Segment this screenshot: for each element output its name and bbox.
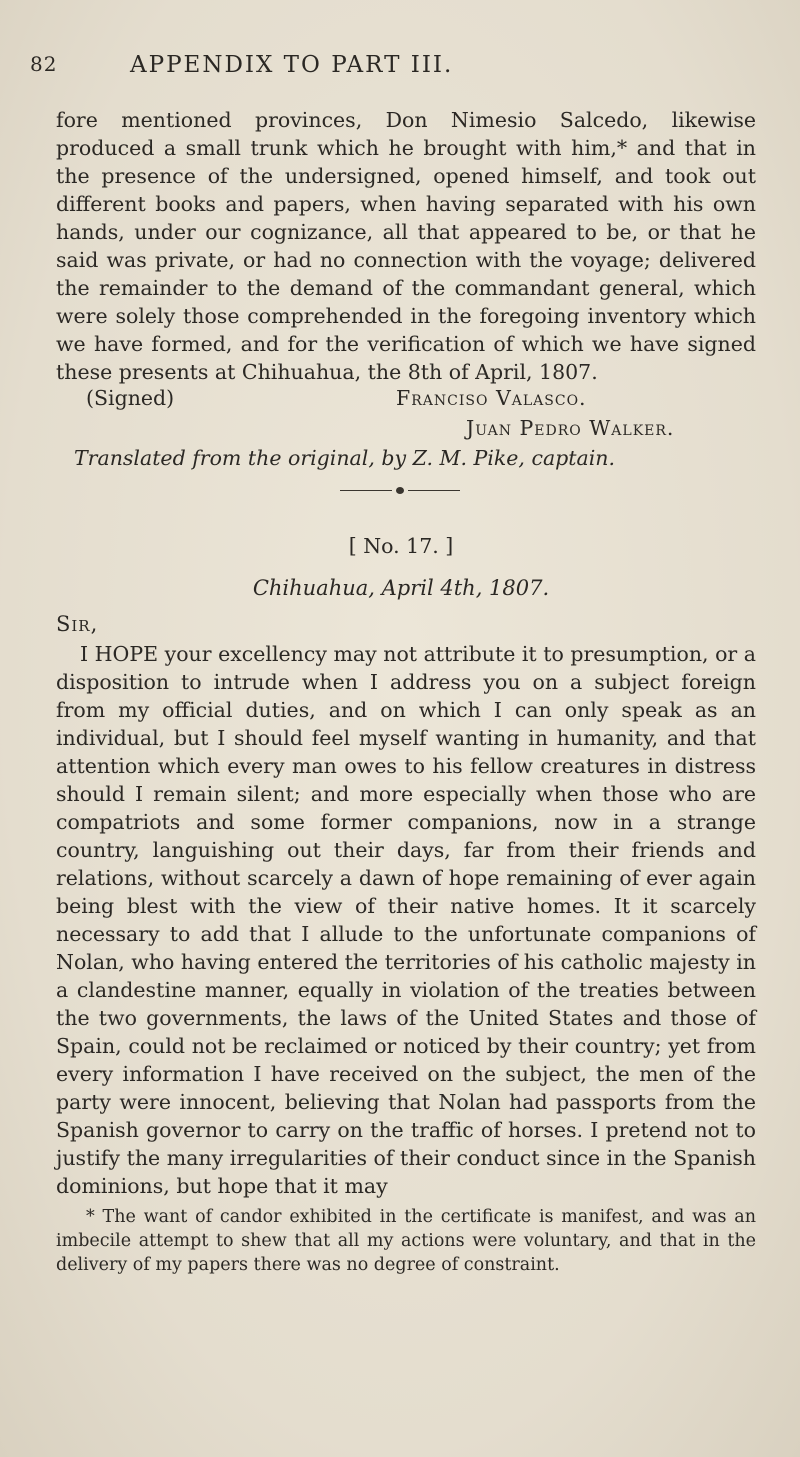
divider-line-left (340, 490, 392, 491)
signature-block (56, 386, 756, 526)
section-divider (340, 488, 460, 494)
paragraph-letter (56, 640, 756, 1200)
letter-salutation: Sir, (56, 612, 99, 636)
translation-note: Translated from the original, by Z. M. Pike, captain. (74, 446, 616, 470)
divider-ornament-icon (396, 487, 404, 494)
letter-dateline: Chihuahua, April 4th, 1807. (252, 576, 550, 600)
signatory-walker: Juan Pedro Walker. (466, 416, 675, 440)
page-header (30, 52, 770, 86)
signed-label: (Signed) (86, 386, 175, 410)
divider-line-right (408, 490, 460, 491)
document-number: [ No. 17. ] (348, 534, 454, 558)
signature-row (56, 386, 756, 414)
signatory-valasco: Franciso Valasco. (396, 386, 587, 410)
page-number: 82 (30, 52, 58, 76)
letter-body: your excellency may not attribute it to presumption, or a disposition to intrude when I address you on a subject foreign from my official duties, and on which I can only speak as an individual, but I should feel myself wanting in humanity, and that attention which every man owes to his fellow creatures in distress should I remain silent; and more especially when those who are compatriots and some former companions, now in a strange country, languishing out their days, far from their friends and relations, without scarcely a dawn of hope remaining of ever again being blest with the view of their native homes. It it scarcely necessary to add that I allude to the unfortunate companions of Nolan, who having entered the territories of his catholic majesty in a clandestine manner, equally in violation of the treaties between the two governments, the laws of the United States and those of Spain, could not be reclaimed or noticed by their country; yet from every information I have received on the subject, the men of the party were innocent, believing that Nolan had passports from the Spanish governor to carry on the traffic of horses. I pretend not to justify the many irregularities of their conduct since in the Spanish dominions, but hope that it may (56, 642, 756, 1198)
letter-opening: I HOPE (80, 642, 159, 666)
paragraph-inventory: fore mentioned provinces, Don Nimesio Salcedo, likewise produced a small trunk which he brought with him,* and that in the presence of the undersigned, opened himself, and took out different books and papers, when having separated with his own hands, under our cognizance, all that appeared to be, or that he said was private, or had no connection with the voyage; delivered the remainder to the demand of the commandant general, which were solely those comprehended in the foregoing inventory which we have formed, and for the verification of which we have signed these presents at Chihuahua, the 8th of April, 1807. (56, 108, 756, 384)
running-title: APPENDIX TO PART III. (130, 52, 454, 78)
footnote: * The want of candor exhibited in the certificate is manifest, and was an imbecile attempt to shew that all my actions were voluntary, and that in the delivery of my papers there was no degree of constraint. (56, 1207, 756, 1275)
